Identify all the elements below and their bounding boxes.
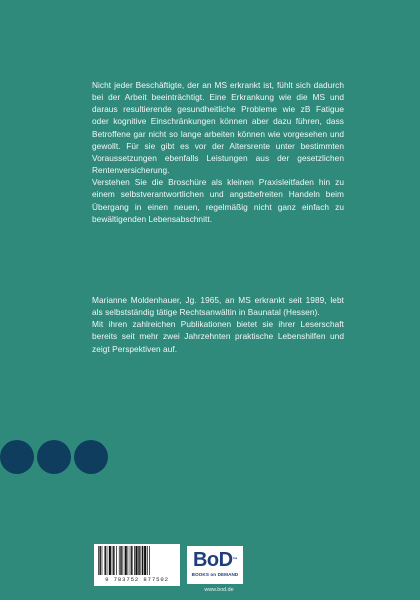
barcode-bar [130,546,131,575]
barcode-bar [149,546,150,575]
dot-shape [74,440,108,474]
blurb-paragraph-1: Nicht jeder Beschäftigte, der an MS erkrankt ist, fühlt sich dadurch bei der Arbeit beeinträchtigt. Eine Erkrankung wie die MS und daraus resultierende gesundheitliche Probleme wie zB Fatigue oder kognitive Einschränkungen können aber dazu führen, dass Betroffene gar nicht so lange arbeiten können wie vorgesehen und gewollt. Für sie gibt es vor der Altersrente unter bestimmten Voraussetzungen ebenfalls Leistungen aus der gesetzlichen Rentenversicherung. [92,80,344,176]
barcode-bar [113,546,114,575]
barcode-bar [107,546,108,575]
barcode-bar [122,546,123,575]
publisher-url: www.bod.de [204,587,234,593]
barcode-bar [99,546,100,575]
barcode-bar [125,546,127,575]
barcode-bar [109,546,111,575]
barcode-bar [142,546,143,575]
barcode-bar [138,546,139,575]
author-bio [92,294,344,355]
author-paragraph-1: Marianne Moldenhauer, Jg. 1965, an MS erkrankt seit 1989, lebt als selbstständig tätige Rechtsanwältin in Baunatal (Hessen). [92,295,344,318]
barcode-bar [98,546,99,575]
barcode-bar [147,546,148,575]
barcode-bar [135,546,137,575]
barcode-bar [104,546,105,575]
barcode-bar [112,546,113,575]
publisher-tagline: BOOKS on DEMAND [191,572,239,577]
barcode-bar [134,546,135,575]
author-paragraph-2: Mit ihren zahlreichen Publikationen bietet sie ihrer Leserschaft bereits seit mehr zwei Jahrzehnten praktische Lebenshilfen und zeigt Perspektiven auf. [92,319,344,354]
barcode-bar [102,546,103,575]
barcode-bar [140,546,141,575]
barcode-bar [120,546,121,575]
dot-shape [37,440,71,474]
isbn-number: 9 783752 877502 [105,576,169,583]
barcode-bar [131,546,132,575]
isbn-barcode [94,544,180,586]
barcode-bars [97,546,177,575]
dot-shape [0,440,34,474]
blurb-paragraph-2: Verstehen Sie die Broschüre als kleinen Praxisleitfaden hin zu einem selbstverantwortlichen und angstbefreiten Handeln beim Übergang in einen neuen, regelmäßig nicht ganz einfach zu bewältigenden Lebensabschnitt. [92,177,344,224]
blurb-text [92,79,344,225]
publisher-logo [187,546,243,584]
barcode-bar [144,546,146,575]
barcode-bar [119,546,120,575]
barcode-bar [116,546,117,575]
barcode-bar [128,546,129,575]
publisher-logo-mark: BoD™ [192,549,238,571]
decorative-dots [0,440,110,480]
